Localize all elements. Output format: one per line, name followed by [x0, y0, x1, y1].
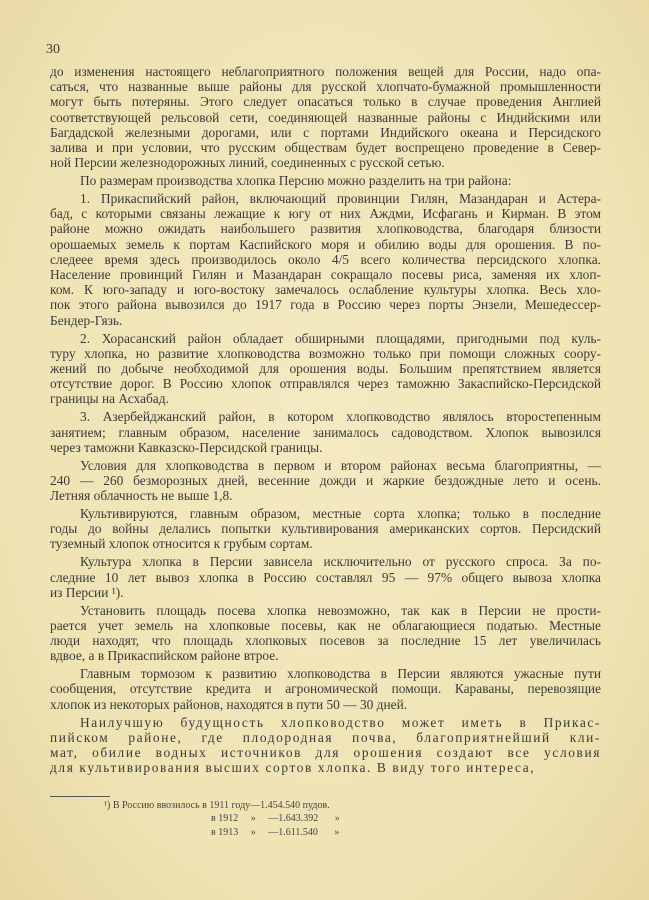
text-line: Культивируются, главным образом, местные сорта хлопка; только в последние — [80, 506, 601, 522]
text-line: туземный хлопок относится к грубым сортам. — [50, 536, 313, 552]
footnote-divider — [50, 796, 110, 797]
text-line: люди находят, что площадь хлопковых посевов за последние 15 лет увеличилась — [50, 633, 601, 649]
text-line: для культивирования высших сортов хлопка. В виду того интереса, — [50, 760, 536, 776]
text-line: 1. Прикаспийский район, включающий провинции Гилян, Мазандаран и Астера- — [80, 191, 601, 207]
text-line: Наилучшую будущность хлопководство может иметь в Прикас- — [80, 714, 601, 730]
footnote-line-3 — [211, 827, 339, 839]
text-line: мат, обилие водных источников для орошения создают все условия — [50, 745, 601, 761]
text-line: Условия для хлопководства в первом и втором районах весьма благоприятны, — — [80, 457, 601, 473]
text-line: саться, что названные выше районы для русской хлопчато-бумажной промышленности — [50, 79, 601, 95]
text-line: 240 — 260 безморозных дней, весенние дожди и жаркие бездождные лето и осень. — [50, 472, 601, 488]
page-number: 30 — [46, 42, 60, 57]
text-line: 2. Хорасанский район обладает обширными площадями, пригодными под куль- — [80, 330, 601, 346]
text-line: Главным тормозом к развитию хлопководства в Персии являются ужасные пути — [80, 666, 601, 682]
text-line: бад, с которыми связаны лежащие к югу от них Аждми, Исфагань и Кирман. В этом — [50, 206, 601, 222]
paragraph — [50, 331, 601, 407]
text-line: районе можно ожидать наибольшего развития хлопководства, благодаря близости — [50, 221, 601, 237]
paragraph — [50, 64, 601, 170]
footnote-ditto: » — [250, 827, 256, 838]
text-line: следние 10 лет вывоз хлопка в Россию составлял 95 — 97% общего вывоза хлопка — [50, 569, 601, 585]
text-line: Бендер-Гязь. — [50, 312, 123, 328]
text-line: могут быть потеряны. Этого следует опасаться только в случае проведения Англией — [50, 94, 601, 110]
text-line: Культура хлопка в Персии зависела исключительно от русского спроса. За по- — [80, 554, 601, 570]
text-line: Установить площадь посева хлопка невозможно, так как в Персии не прости- — [80, 602, 601, 618]
paragraph — [50, 458, 601, 504]
text-line: жений по добыче необходимой для орошения воды. Большим препятствием является — [50, 360, 601, 376]
text-line: рается учет земель на хлопковые посевы, как не облагающиеся податью. Местные — [50, 617, 601, 633]
footnote-line-1: ¹) В Россию ввозилось в 1911 году—1.454.540 пудов. — [104, 800, 330, 811]
paragraph — [50, 554, 601, 600]
text-line: отсутствие дорог. В Россию хлопок отправлялся через таможню Закаспийско-Персидской — [50, 376, 601, 392]
text-line: орошаемых земель к портам Каспийского моря и обилию воды для орошения. В по- — [50, 236, 601, 252]
text-line: до изменения настоящего неблагоприятного положения вещей для России, надо опа- — [50, 64, 601, 79]
paragraph — [50, 173, 601, 188]
footnote-value: —1.643.392 — [268, 813, 319, 824]
footnote-year: в 1912 — [211, 813, 239, 824]
text-line: ком. К юго-западу и юго-востоку замечалось ослабление культуры хлопка. Весь хло- — [50, 282, 601, 298]
text-line: сообщения, отсутствие кредита и агрономической помощи. Караваны, перевозящие — [50, 681, 601, 697]
paragraph — [50, 506, 601, 552]
text-line: границы на Асхабад. — [50, 391, 169, 407]
text-line: Летняя облачность не выше 1,8. — [50, 488, 233, 504]
text-line: Население провинций Гилян и Мазандаран сокращало посевы риса, заменяя их хлоп- — [50, 267, 601, 283]
text-line: следеее время здесь производилось около 4/5 всего количества персидского хлопка. — [50, 251, 601, 267]
text-line: туру хлопка, но развитие хлопководства возможно только при помощи сложных соору- — [50, 345, 601, 361]
footnote-year: в 1913 — [211, 827, 239, 838]
text-line: соответствующей рельсовой сети, соединяющей названные районы с Индийскими или — [50, 109, 601, 125]
footnote-unit: » — [334, 813, 340, 824]
text-line: 3. Азербейджанский район, в котором хлопководство являлось второстепенным — [80, 409, 601, 425]
text-line: через таможни Кавказско-Персидской границы. — [50, 439, 323, 455]
text-line: годы до войны делались попытки культивирования американских сортов. Персидский — [50, 521, 601, 537]
paragraph — [50, 191, 601, 328]
text-line: из Персии ¹). — [50, 584, 124, 600]
text-line: ной Персии железнодорожных линий, соединенных с русской сетью. — [50, 155, 445, 171]
paragraph — [50, 409, 601, 455]
body-text — [50, 64, 601, 775]
text-line: Багдадской железными дорогами, или с портами Индийского океана и Персидского — [50, 124, 601, 140]
footnote-line-2 — [211, 813, 340, 825]
text-line: пийском районе, где плодородная почва, благоприятнейший кли- — [50, 729, 601, 745]
footnote-ditto: » — [250, 813, 256, 824]
text-line: пок этого района вывозился до 1917 года в Россию через порты Энзели, Мешедессер- — [50, 297, 601, 313]
text-line: хлопок из некоторых районов, находятся в пути 50 — 30 дней. — [50, 696, 408, 712]
footnote-unit: » — [334, 827, 340, 838]
text-line: занятием; главным образом, население занималось садоводством. Хлопок вывозился — [50, 424, 601, 440]
paragraph — [50, 715, 601, 776]
paragraph — [50, 666, 601, 712]
text-line: вдвое, а в Прикаспийском районе втрое. — [50, 648, 279, 664]
paragraph — [50, 603, 601, 664]
text-line: По размерам производства хлопка Персию можно разделить на три района: — [80, 173, 512, 189]
footnote-value: —1.611.540 — [268, 827, 318, 838]
text-line: залива и при условии, что русским обществам будет воспрещено проведение в Север- — [50, 139, 601, 155]
